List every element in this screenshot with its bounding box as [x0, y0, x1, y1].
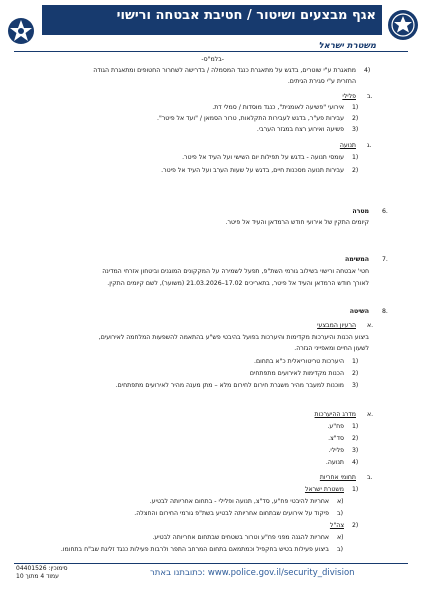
item-number: 1) [352, 154, 359, 161]
item-number: 2) [352, 115, 359, 122]
list-item: אירועי "פשיעה לאומנית", כנגד מוסדות / סמלי דת. [212, 104, 344, 111]
section-number: 6. [382, 208, 388, 215]
footer-website-link[interactable]: www.police.gov.il/security_division :כתובתנו באתר [150, 568, 355, 578]
item-number: 1) [352, 486, 359, 493]
item-letter: ב) [337, 546, 343, 553]
list-item: היערכות טריטוריאלית כ"א בתחום. [254, 358, 344, 365]
footer-reference [16, 565, 68, 581]
subsection-heading: צה"ל [329, 522, 344, 529]
subsection-heading: מדרג ההיערכות [314, 411, 356, 418]
section-number: 8. [382, 308, 388, 315]
section-letter: א. [367, 322, 374, 329]
list-item: פלילי. [328, 447, 344, 454]
item-letter: ב) [337, 510, 343, 517]
section-heading: מטרה [352, 208, 369, 215]
item-number: 2) [352, 167, 359, 174]
list-item: פח"ע. [327, 423, 344, 430]
item-number: 1) [352, 358, 359, 365]
item-number: 1) [352, 423, 359, 430]
section-number: 7. [382, 256, 388, 263]
list-item: מוכנות למעבר מהיר משגרת חירום לחירום מלא – מתן מענה מהיר לאירועים מתפתחים. [115, 382, 344, 389]
header-subtitle: משטרת ישראל [318, 41, 376, 51]
item-number: 4) [352, 459, 359, 466]
paragraph: קיומים התקין של אירועי חודש הרמדאן והעיד אל פיטר. [225, 219, 369, 226]
subsection-heading: הרעיון המבצעי [317, 322, 356, 329]
section-letter: ב. [367, 474, 373, 481]
list-item: תנועה. [325, 459, 344, 466]
subsection-heading: תחומי אחריות [319, 474, 356, 481]
footer-rule [14, 563, 408, 564]
list-item: פשיעה ואירוע רצח במגזר הערבי. [256, 126, 344, 133]
item-number: 2) [352, 522, 359, 529]
item-number: 4) [364, 67, 371, 74]
list-item: ביצוע פעילות בטיש בחקפיל וכמתמאם בתחום המרחב התפר ולרבות פעילות כנגד זליגת שב"ח בתחומו. [60, 546, 329, 553]
item-number: 2) [352, 370, 359, 377]
list-item: פיקוד על אירועים שבתחום אחריותה לבטיע בשת"פ גורמי החירום והחצלה. [134, 510, 329, 517]
section-heading: השיטה [349, 308, 369, 315]
item-number: 3) [352, 382, 359, 389]
section-letter: ג. [367, 142, 372, 149]
list-item: אחריות להגנה מפני פח"ע וטרור בשטחים שבתחום אחריותה לבטיע. [152, 534, 329, 541]
paragraph: לשעון החיים ומאפייני הגזרה. [294, 345, 369, 352]
list-item-continued: החזרית ע"י סגירת הגיתים. [287, 78, 356, 85]
subsection-heading: משטרת ישראל [304, 486, 344, 493]
list-item: אחריות להיבטי פח"ע, סד"צ, תנועה ופלילי - בתחום אחריותה לבטיע. [149, 498, 329, 505]
item-number: 1) [352, 104, 359, 111]
reference-number: סימוכין: 04401526 [16, 565, 68, 572]
item-letter: א) [337, 534, 344, 541]
paragraph: חטי' אבטחה ורישוי בשילוב גורמי השת"פ, תפעל לשמירה על המקקונים המוגנים וביטחון אזרחי המדינה [102, 268, 369, 275]
item-letter: א) [337, 498, 344, 505]
subsection-heading: תנועה [339, 142, 356, 149]
item-number: 3) [352, 126, 359, 133]
list-item: הכנות מקדימות לאירועים מתפתחים [249, 370, 344, 377]
list-item: עבירות פע"ר, בדגש לעבירות התקלאות, טרור הסמאן / "ועד אל פיטר". [157, 115, 344, 122]
classification-label: -בלמ"ס- [201, 56, 224, 63]
subsection-heading: פלילי [342, 93, 356, 100]
page-number: עמוד 4 מתוך 10 [16, 573, 59, 580]
item-number: 2) [352, 435, 359, 442]
item-number: 3) [352, 447, 359, 454]
list-item: מתאגרת ע"י שוטרים, בדגש על מתאגרת כנגד המסמלה / בדרישה לשחרור החטופים ומתאגרת הגודה [93, 67, 356, 74]
section-heading: המשימה [345, 256, 369, 263]
section-letter: ב. [367, 93, 373, 100]
paragraph: ביצוע הכנות והיערכות מקדימות והיערכות בפועל בהיבטי פש"ע בהתאמה להשפעות המלחמה לאירועים, [98, 334, 369, 341]
paragraph: לאורך חודש הרמדאן והעיד אל פיטר, בתאריכים 17.02–21.03.2026 (משוער), לשם קיומים התקין. [107, 280, 369, 287]
list-item: עומסי תנועה - בדגש על תפילות יום השישי ועל העיד אל פיטר. [182, 154, 344, 161]
header-title: אגף מבצעים ושיטור / חטיבת אבטחה ורישוי [116, 8, 376, 23]
section-letter: א. [367, 411, 374, 418]
list-item: עבירות תנועה מסכנות חיים, בדגש על שעות הערב ועל העיד אל פיטר. [161, 167, 344, 174]
list-item: סד"צ. [328, 435, 344, 442]
